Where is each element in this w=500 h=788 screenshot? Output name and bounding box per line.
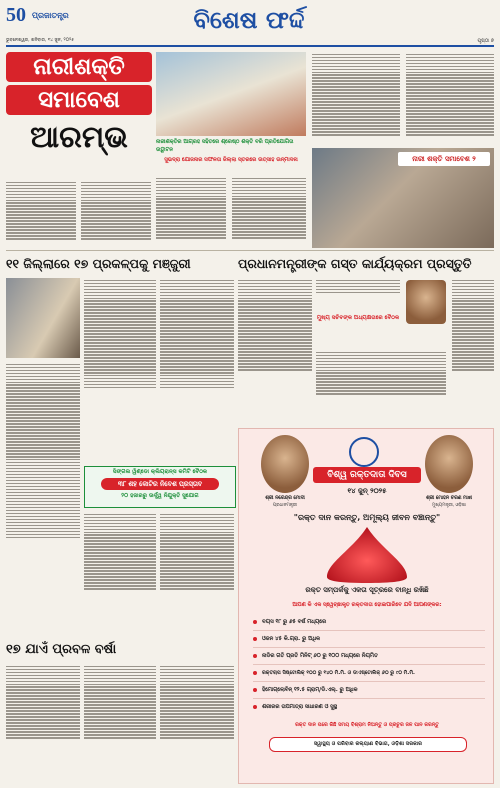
story1-col3-text bbox=[156, 176, 226, 246]
story3-col1-text bbox=[238, 278, 312, 424]
story4-headline: ୧୭ ଯାଏଁ ପ୍ରବଳ ବର୍ଷା bbox=[6, 642, 117, 657]
story1-headline bbox=[6, 52, 152, 159]
event-date: ୧୪ ଜୁନ୍ ୨୦୨୫ bbox=[347, 487, 387, 495]
story4 bbox=[6, 640, 234, 782]
section-title: ବିଶେଷ ଫର୍ଦ୍ଦ bbox=[193, 6, 305, 34]
box-line2: ୩୮ ଶହ କୋଟିର ନିବେଶ ପ୍ରସ୍ତାବ bbox=[101, 478, 219, 490]
story3-inset bbox=[316, 278, 400, 344]
story1-col1-text bbox=[6, 180, 76, 246]
headline-line2: ସମାବେଶ bbox=[6, 85, 152, 115]
bullet-dot-icon bbox=[253, 705, 257, 709]
anniversary-number: 50 bbox=[6, 4, 26, 26]
story3-col2-text bbox=[316, 350, 446, 424]
criteria-item: ରକ୍ତଚାପ ସିଷ୍ଟୋଲିକ୍ ୧୦୦ ରୁ ୧୪୦ ମି.ମି. ଓ ଡାଏଷ୍ଟୋଲିକ୍ ୬୦ ରୁ ୯୦ ମି.ମି. bbox=[253, 665, 485, 682]
criteria-list bbox=[253, 614, 485, 715]
story1-photo-caption: ନାରୀଶକ୍ତିର ଆଗ୍ରହ ସହିତରେ ଶ୍ରେଷ୍ଠ ଶକ୍ତି ବରି ପ୍ରତିଯୋଗିତା ଉଦ୍ଘାଟନ bbox=[156, 139, 294, 153]
inset-kicker bbox=[316, 278, 400, 314]
story1-col6-text bbox=[406, 52, 494, 144]
leader2-name: ଶ୍ରୀ ମୋହନ ଚରଣ ମାଝୀ bbox=[425, 496, 473, 501]
leader1-photo bbox=[261, 435, 309, 493]
issuer: ସ୍ୱାସ୍ଥ୍ୟ ଓ ପରିବାର କଲ୍ୟାଣ ବିଭାଗ, ଓଡ଼ିଶା ସରକାର bbox=[269, 737, 467, 752]
blood-drop-icon bbox=[299, 523, 435, 585]
story1-main-photo bbox=[156, 52, 306, 136]
bullet-dot-icon bbox=[253, 620, 257, 624]
section-divider-1 bbox=[6, 250, 494, 251]
story3-portrait bbox=[406, 280, 446, 324]
story2-headline: ୧୧ ଜିଲ୍ଲାରେ ୧୭ ପ୍ରକଳ୍ପକୁ ମଞ୍ଜୁରୀ bbox=[6, 256, 191, 271]
tagline: ରକ୍ତ ସମ୍ପର୍କକୁ ଏକତା ସୂତ୍ରରେ ବାନ୍ଧି ରଖିଛି bbox=[305, 586, 429, 594]
masthead-rule bbox=[6, 45, 494, 47]
story4-col2-text bbox=[84, 664, 156, 782]
story4-col3-text bbox=[160, 664, 234, 782]
criteria-title: ଆପଣ କି ଏକ ସ୍ୱେଚ୍ଛାକୃତ ରକ୍ତଦାତା ହୋଇପାରିବେ ଯଦି ଆପଣଙ୍କର: bbox=[292, 602, 442, 608]
headline-line3: ଆରମ୍ଭ bbox=[30, 120, 128, 155]
box-line3: ୨୦ ହଜାରରୁ ଊର୍ଦ୍ଧ୍ୱ ନିଯୁକ୍ତି ସୁଯୋଗ bbox=[121, 493, 199, 499]
story2 bbox=[6, 254, 234, 638]
story2-highlight-box bbox=[84, 466, 236, 508]
story1-event-banner: ନାରୀ ଶକ୍ତି ସମାବେଶ ୨ bbox=[398, 152, 490, 166]
criteria-item: ବୟସ ୧୮ ରୁ ୬୫ ବର୍ଷ ମଧ୍ୟରେ bbox=[253, 614, 485, 631]
blood-donor-ad bbox=[238, 428, 494, 784]
leader2-photo bbox=[425, 435, 473, 493]
story2-col5-text bbox=[160, 512, 234, 636]
story1-col5-text bbox=[312, 52, 400, 144]
leader1-name: ଶ୍ରୀ ନରେନ୍ଦ୍ର ମୋଦୀ bbox=[265, 496, 305, 501]
bullet-dot-icon bbox=[253, 688, 257, 692]
story2-meeting-photo bbox=[6, 278, 80, 358]
bullet-dot-icon bbox=[253, 637, 257, 641]
criteria-item: ନାଡିର ଗତି ପ୍ରତି ମିନିଟ୍ ୬୦ ରୁ ୧୦୦ ମଧ୍ୟରେ ନିୟମିତ bbox=[253, 648, 485, 665]
event-title: ବିଶ୍ୱ ରକ୍ତଦାତା ଦିବସ bbox=[313, 467, 421, 483]
bullet-dot-icon bbox=[253, 654, 257, 658]
page-number: ପୃଷ୍ଠା ୭ bbox=[477, 38, 494, 44]
story3 bbox=[238, 254, 494, 424]
footer-note: ରକ୍ତ ଦାନ ପରେ କିଛି ସମୟ ବିଶ୍ରାମ ନିଅନ୍ତୁ ଓ ପ୍ରଚୁର ଜଳ ପାନ କରନ୍ତୁ bbox=[295, 722, 439, 728]
story1 bbox=[6, 52, 494, 248]
story2-col2-text bbox=[84, 278, 156, 450]
date-line: ଭୁବନେଶ୍ୱର, ଶନିବାର, ୧୪ ଜୁନ, ୨୦୨୫ bbox=[6, 38, 75, 43]
inset-title: ମୁଖ୍ୟ ସଚିବଙ୍କ ଅଧ୍ୟକ୍ଷତାରେ ବୈଠକ bbox=[316, 315, 400, 321]
paper-name: ପ୍ରଜାତନ୍ତ୍ର bbox=[32, 11, 69, 20]
newspaper-logo bbox=[6, 4, 92, 38]
story2-col1-text bbox=[6, 362, 80, 636]
criteria-item: ଶରୀରର ତାପମାତ୍ରା ସାଧାରଣ ଓ ସୁସ୍ଥ bbox=[253, 699, 485, 715]
bullet-dot-icon bbox=[253, 671, 257, 675]
story2-col4-text bbox=[84, 512, 156, 636]
masthead bbox=[6, 4, 494, 48]
criteria-item: ହିମୋଗ୍ଲୋବିନ୍ ୧୨.୫ ଗ୍ରାମ୍/ଡି.ଏଲ୍. ରୁ ଅଧିକ bbox=[253, 682, 485, 699]
story3-headline: ପ୍ରଧାନମନ୍ତ୍ରୀଙ୍କ ଗସ୍ତ କାର୍ଯ୍ୟକ୍ରମ ପ୍ରସ୍ତୁତି bbox=[238, 256, 472, 271]
slogan: "ରକ୍ତ ଦାନ କରନ୍ତୁ, ଅମୂଲ୍ୟ ଜୀବନ ବଞ୍ଚାନ୍ତୁ" bbox=[293, 513, 441, 522]
story1-col4-text bbox=[232, 176, 306, 246]
leader1-role: ପ୍ରଧାନମନ୍ତ୍ରୀ bbox=[272, 503, 298, 508]
story1-subhead: ସୁଭଦ୍ରା ଯୋଜନାର ସଫଳତା ଜିଲ୍ଲା ସ୍ତରରେ ଉତ୍ସାହ ଉନ୍ମାଦନା bbox=[164, 157, 298, 163]
headline-line1: ନାରୀଶକ୍ତି bbox=[6, 52, 152, 82]
story1-col2-text bbox=[81, 180, 151, 246]
story2-col3-text bbox=[160, 278, 234, 450]
emblem-icon bbox=[349, 437, 379, 467]
criteria-item: ଓଜନ ୪୫ କି.ଗ୍ରା. ରୁ ଅଧିକ bbox=[253, 631, 485, 648]
story3-col3-text bbox=[452, 278, 494, 424]
box-line1: ସିଙ୍ଗଲ ୱିଣ୍ଡୋ କ୍ଲିୟରାନ୍ସ କମିଟି ବୈଠକ bbox=[112, 469, 208, 475]
leader2-role: ମୁଖ୍ୟମନ୍ତ୍ରୀ, ଓଡ଼ିଶା bbox=[431, 503, 467, 508]
story4-col1-text bbox=[6, 664, 80, 782]
